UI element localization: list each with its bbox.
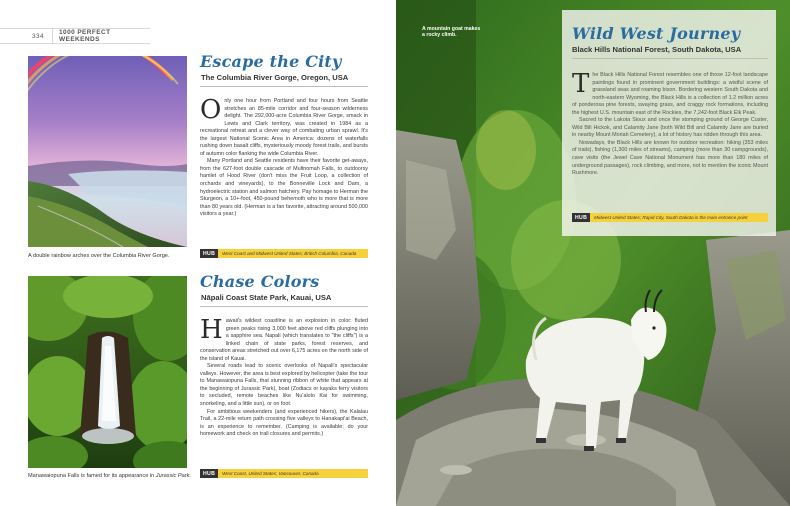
story2-paragraph-2: Several roads lead to scenic overlooks of Napali's spectacular valleys. However, the area is best explored by helicopter (take the tour to Manawaiopuna Falls, that stunning ribbon of white that appears at the beginning of Jurassic Park), boat (Zodiacs or kayaks ferry visitors to secluded, remote beaches like Nu'alolo Kai for swimming, snorkeling, and a little sun), or on foot. (200, 363, 368, 408)
story3-hub-label: HUB (572, 213, 590, 222)
story3-title: Wild West Journey (572, 24, 741, 43)
story3-hub-text: Midwest United States; Rapid City, South Dakota is the main entrance point (594, 215, 748, 220)
story2-paragraph-3: For ambitious weekenders (and experienced hikers), the Kalalau Trail, a 22-mile return path crossing five valleys to Hanakapi'ai Beach, is an experience to remember. (Camping is available; do your homework and check on trail closures and permits.) (200, 408, 368, 438)
waterfall-photo-caption (28, 473, 198, 480)
story1-paragraph-2: Many Portland and Seattle residents have their favorite get-aways, from the 627-foot double cascade of Multnomah Falls, to outdoorsy hamlet of Hood River (don't miss the Fruit Loop, a collection of orchards and vineyards), to the Bonneville Lock and Dam, a hydroelectric station and salmon hatchery. Pay homage to Herman the Sturgeon, a 10+-foot, 450-pound behemoth who is more that is more than 80 years old. (Herman is a fan favorite, attracting around 500,000 visitors a year.) (200, 158, 368, 218)
running-head (0, 28, 150, 44)
story3-paragraph-1: he Black Hills National Forest resembles one of those 12-foot landscape paintings found in prominent government buildings: a wistful scene of grassland seas and roaming bison. Bordering western South Dakota and north-eastern Wyoming, the Black Hills is a collection of 1.2 million acres of ponderosa pine forests, swaying grass, and craggy rock formations, including the highest U.S. mountain east of the Rockies, the 7,242-foot Black Elk Peak. (572, 72, 768, 116)
story3-paragraph-3: Nowadays, the Black Hills are known for outdoor recreation: hiking (353 miles of trails), fishing (1,300 miles of streams), camping (more than 30 campgrounds), cave visits (the Jewel Cave National Monument has more than 180 miles of underground passages), rock climbing, and more, not to mention the iconic Mount Rushmore. (572, 139, 768, 177)
story2-hub-text: West Coast, United States; Vancouver, Canada (222, 471, 319, 476)
story2-paragraph-1: awaii's wildest coastline is an explosion in color: fluted green peaks rising 3,000 feet above red cliffs plunging into a sapphire sea. Napali (which translates to "the cliffs") is a linked chain of state parks, forest reserves, and conservation areas stretched out over 6,175 acres on the north side of the island of Kauai. (200, 318, 368, 362)
story1-hub-text: West Coast and Midwest United States; British Columbia, Canada (222, 251, 357, 256)
right-page (396, 0, 790, 506)
story2-title: Chase Colors (200, 272, 320, 291)
story3-dropcap: T (572, 69, 590, 99)
story2-body (200, 315, 368, 439)
rainbow-photo-caption: A double rainbow arches over the Columbia River Gorge. (28, 253, 170, 259)
story1-title: Escape the City (200, 52, 342, 71)
story2-rule (200, 306, 368, 307)
story3-paragraph-2: Sacred to the Lakota Sioux and once the stomping ground of George Custer, Wild Bill Hickok, and Calamity Jane (both Wild Bill and Calamity Jane are buried in nearby Mount Moriah Cemetery), a lot of history has ridden through this area. (572, 117, 768, 139)
story3-subtitle: Black Hills National Forest, South Dakota, USA (572, 45, 742, 54)
story1-dropcap: O (200, 95, 222, 125)
page-number: 334 (0, 29, 53, 43)
book-title: 1000 PERFECT WEEKENDS (59, 29, 111, 43)
story1-hub-label: HUB (200, 249, 218, 258)
story2-hub-label: HUB (200, 469, 218, 478)
rainbow-gorge-illustration (28, 56, 187, 247)
story1-hub-bar (200, 249, 368, 258)
waterfall-caption-text: Manawaiopuna Falls is famed for its appearance in (28, 473, 156, 479)
goat-photo-caption: A mountain goat makes a rocky climb. (422, 26, 481, 39)
story1-paragraph-1: nly one hour from Portland and four hours from Seattle stretches an 85-mile corridor and four-season wilderness delight. The 292,000-acre Columbia River Gorge, smack in Lewis and Clark territory, was created in 1984 as a recreational retreat and a clever way of combating urban sprawl. It's the largest National Scenic Area in America: dozens of waterfalls rushing down basalt cliffs, mysteriously moody forest trails, and bursts of autumn color flanking the wide Columbia River. (200, 98, 368, 157)
story3-rule (572, 58, 768, 59)
waterfall-caption-italic: Jurassic Park. (155, 473, 191, 479)
rainbow-gorge-photo (28, 56, 187, 247)
story3-hub-bar (572, 213, 768, 222)
story3-panel (562, 10, 776, 236)
waterfall-photo (28, 276, 187, 468)
story1-subtitle: The Columbia River Gorge, Oregon, USA (201, 73, 349, 82)
story2-subtitle: Nāpali Coast State Park, Kauai, USA (201, 293, 332, 302)
story1-body (200, 95, 368, 219)
story1-rule (200, 86, 368, 87)
story2-hub-bar (200, 469, 368, 478)
story2-dropcap: H (200, 315, 223, 345)
story3-body (572, 69, 768, 178)
waterfall-illustration (28, 276, 187, 468)
